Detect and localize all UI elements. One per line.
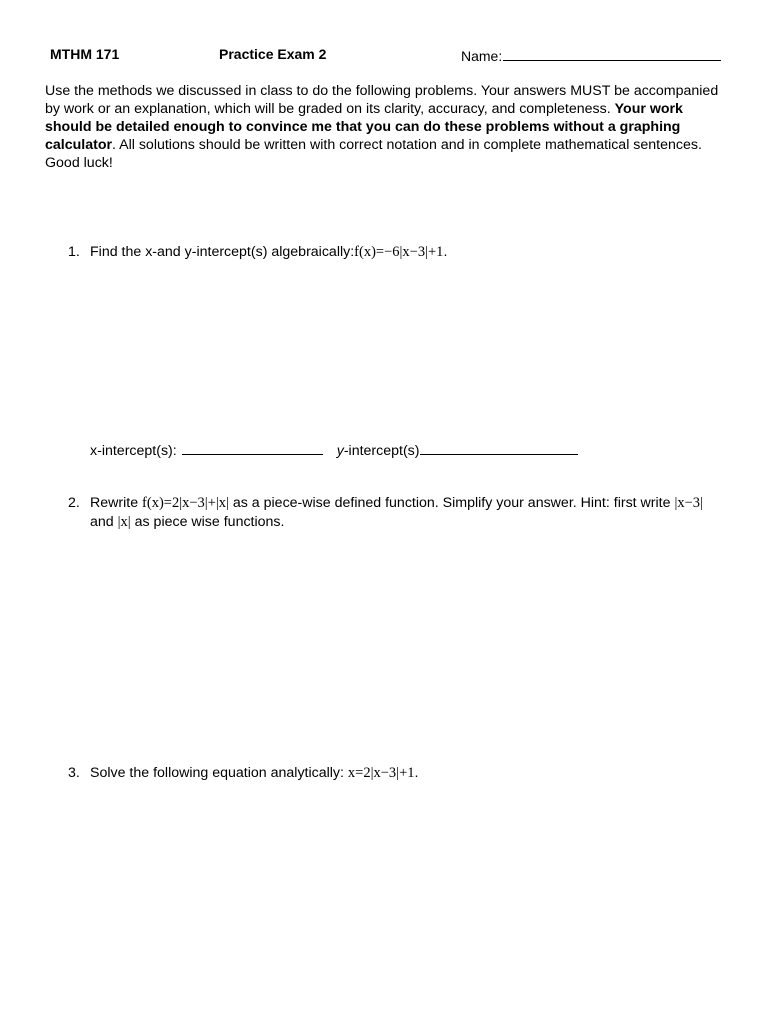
- instructions-text-2: . All solutions should be written with correct notation and in complete mathematical sentences. Good luck!: [45, 137, 702, 171]
- name-field: [461, 46, 721, 64]
- problem-number: 3.: [68, 765, 80, 781]
- y-intercept-blank[interactable]: [420, 440, 578, 455]
- x-intercept-label: x-intercept(s):: [90, 443, 177, 459]
- problem-number: 2.: [68, 495, 80, 511]
- problem-equation: x=2|x−3|+1: [347, 765, 415, 781]
- problem-1: [68, 243, 730, 262]
- exam-header: [50, 46, 730, 66]
- name-label: Name:: [461, 48, 503, 64]
- course-code: MTHM 171: [50, 46, 120, 62]
- problem-text-b: as a piece-wise defined function. Simplify your answer. Hint: first write: [228, 495, 675, 511]
- y-intercept-label-italic: y: [336, 443, 344, 459]
- instructions-bold: Your work should be detailed enough to convince me that you can do these problems without a graphing calculator: [45, 101, 683, 153]
- instructions-text-1: Use the methods we discussed in class to do the following problems. Your answers MUST be accompanied by work or an explanation, which will be graded on its clarity, accuracy, and completeness.: [45, 83, 719, 117]
- problem-text-c: and: [90, 513, 118, 530]
- problem-text-a: Rewrite: [90, 495, 143, 511]
- x-intercept-blank[interactable]: [182, 440, 323, 455]
- problem-number: 1.: [68, 244, 80, 260]
- problem-text-d: as piece wise functions.: [130, 513, 285, 530]
- intercept-answers: [90, 440, 610, 459]
- problem-text: Solve the following equation analytically:: [90, 765, 348, 781]
- instructions: [45, 82, 731, 172]
- y-intercept-label: -intercept(s): [343, 443, 420, 459]
- problem-end: .: [443, 244, 448, 260]
- problem-2: [68, 494, 730, 531]
- exam-title: Practice Exam 2: [219, 46, 327, 62]
- abs-x: |x|: [117, 513, 131, 530]
- problem-3: [68, 764, 730, 783]
- problem-text: Find the x-and y-intercept(s) algebraically:: [90, 244, 355, 260]
- problem-equation: f(x)=−6|x−3|+1: [354, 244, 444, 260]
- problem-equation: f(x)=2|x−3|+|x|: [142, 495, 229, 511]
- name-blank[interactable]: [503, 46, 721, 61]
- problem-end: .: [414, 765, 419, 781]
- abs-x-minus-3: |x−3|: [674, 495, 703, 511]
